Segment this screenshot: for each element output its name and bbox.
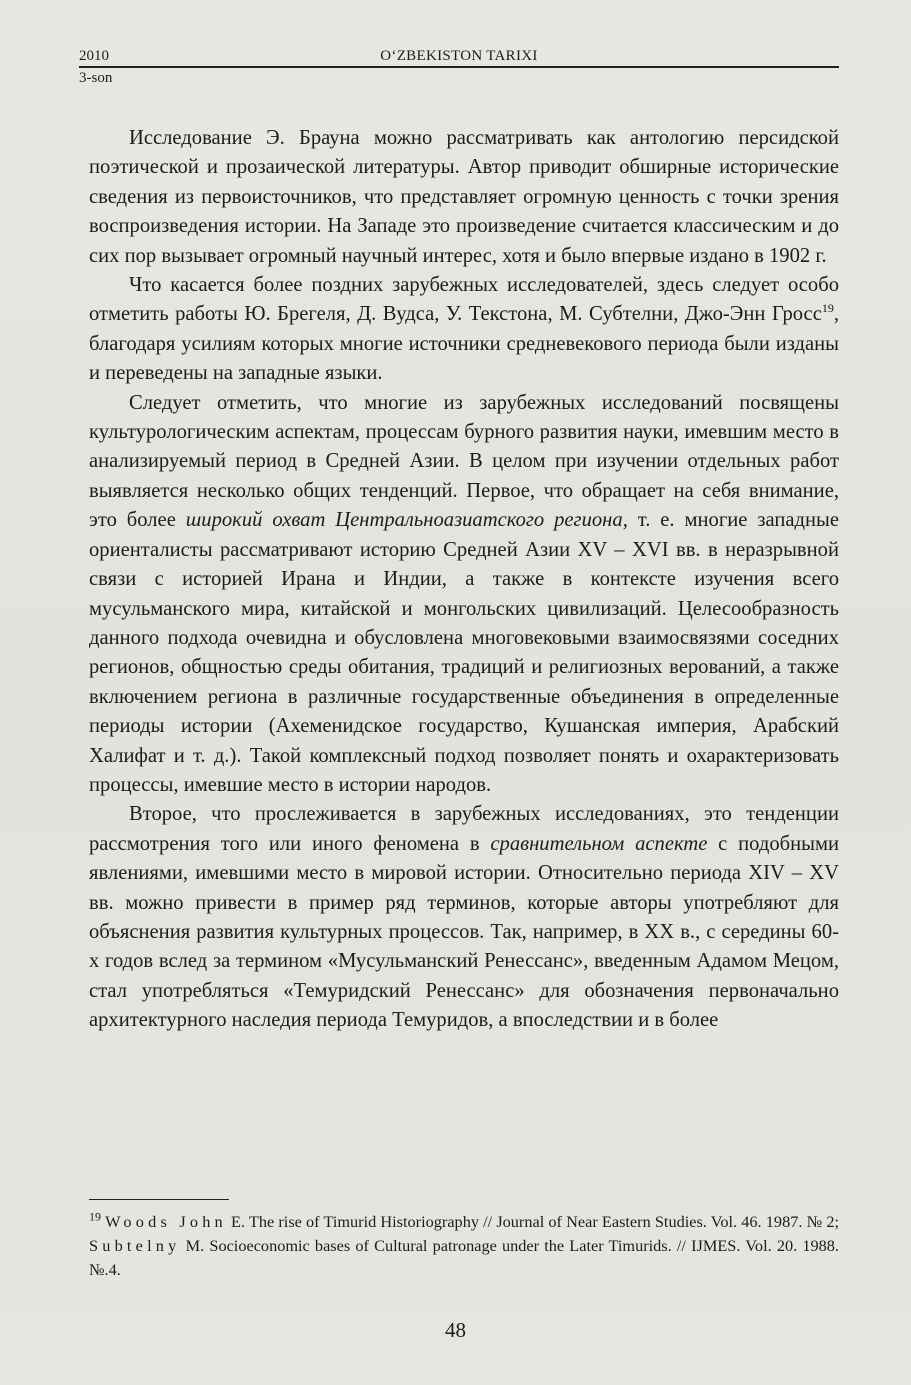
paragraph-2-text-a: Что касается более поздних зарубежных исследователей, здесь следует особо отметить работы Ю. Брегеля, Д. Вудса, У. Текстона, М. Субтелни, Джо-Энн Гросс (89, 274, 839, 326)
paragraph-4-text-a: Второе, что прослеживается в зарубежных исследованиях, это тенденции рассмотрения того или иного феномена в (89, 803, 839, 855)
header-divider (79, 66, 839, 68)
footnote-text-1: E. The rise of Timurid Historiography // Journal of Near Eastern Studies. Vol. 46. 1987. № 2; (226, 1212, 839, 1231)
footnote-divider (89, 1199, 229, 1200)
footnote-author-1: Woods John (105, 1212, 227, 1231)
header-year: 2010 (79, 48, 109, 64)
footnote-marker: 19 (89, 1209, 101, 1224)
footnote-19 (89, 1210, 839, 1282)
paragraph-4-text-b: с подобными явлениями, имевшими место в мировой истории. Относительно периода XIV – XV вв. можно привести в пример ряд терминов, которые авторы употребляют для объяснения развития культурных процессов. Так, например, в XX в., с середины 60-х годов вслед за термином «Мусульманский Ренессанс», введенным Адамом Мецом, стал употребляться «Темуридский Ренессанс» для обозначения первоначально архитектурного наследия периода Темуридов, а впоследствии и в более (89, 832, 840, 1032)
paragraph-1-text: Исследование Э. Брауна можно рассматривать как антологию персидской поэтической и прозаической литературы. Автор приводит обширные исторические сведения из первоисточников, что представляет огромную ценность с точки зрения воспроизведения истории. На Западе это произведение считается классическим и до сих пор вызывает огромный научный интерес, хотя и было впервые издано в 1902 г. (89, 127, 839, 267)
paragraph-4 (89, 800, 839, 1035)
main-text (89, 124, 839, 1036)
paragraph-3-text-b: , т. е. многие западные ориенталисты рассматривают историю Средней Азии XV – XVI вв. в неразрывной связи с историей Ирана и Индии, а также в контексте изучения всего мусульманского мира, китайской и монгольских цивилизаций. Целесообразность данного подхода очевидна и обусловлена многовековыми взаимосвязями соседних регионов, общностью среды обитания, традиций и религиозных верований, а также включением региона в различные государственные объединения в определенные периоды истории (Ахеменидское государство, Кушанская империя, Арабский Халифат и т. д.). Такой комплексный подход позволяет понять и охарактеризовать процессы, имевшие место в истории народов. (89, 509, 839, 796)
paragraph-4-emphasis: сравнительном аспекте (490, 832, 708, 855)
page-number: 48 (445, 1318, 466, 1342)
footnote (89, 1210, 839, 1282)
footnote-author-2: Subtelny (89, 1236, 181, 1255)
running-header (79, 44, 839, 66)
paragraph-2-text-b: , благодаря усилиям которых многие источники средневекового периода были изданы и переведены на западные языки. (89, 303, 839, 385)
header-issue: 3-son (79, 70, 113, 86)
paragraph-3-emphasis: широкий охват Центральноазиатского региона (185, 509, 623, 532)
paragraph-2 (89, 271, 839, 389)
paragraph-3-text-a: Следует отметить, что многие из зарубежных исследований посвящены культурологическим аспектам, процессам бурного развития науки, имевшим место в анализируемый период в Средней Азии. В целом при изучении отдельных работ выявляется несколько общих тенденций. Первое, что обращает на себя внимание, это более (89, 391, 839, 532)
header-journal-title: O‘ZBEKISTON TARIXI (380, 48, 538, 64)
paragraph-1 (89, 124, 839, 271)
footnote-reference[interactable]: 19 (821, 301, 834, 316)
paragraph-3 (89, 389, 839, 801)
footnote-text-2: M. Socioeconomic bases of Cultural patronage under the Later Timurids. // IJMES. Vol. 20. 1988. №.4. (89, 1236, 839, 1279)
